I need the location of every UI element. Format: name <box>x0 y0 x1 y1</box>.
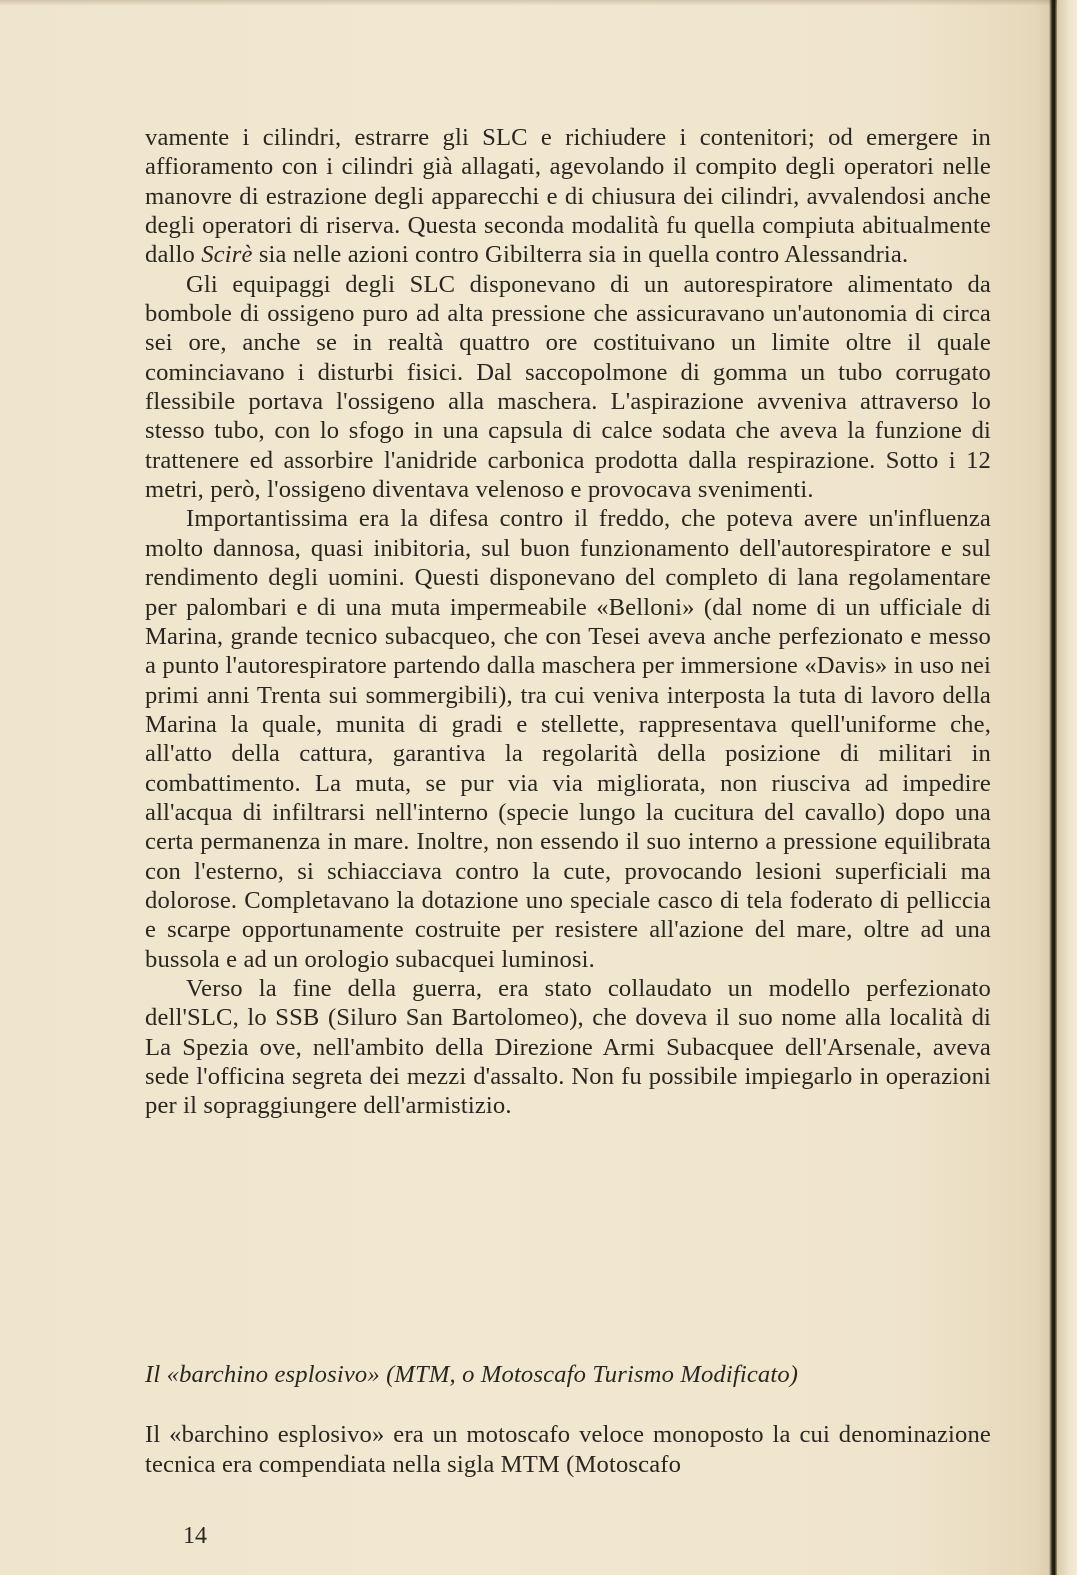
section-heading: Il «barchino esplosivo» (MTM, o Motoscafo Turismo Modificato) <box>145 1361 799 1388</box>
section-paragraph: Il «barchino esplosivo» era un motoscafo veloce monoposto la cui denominazione tecnica era compendiata nella sigla MTM (Motoscafo <box>145 1421 991 1478</box>
paragraph-1-italic-name: Scirè <box>201 241 253 269</box>
paragraph-2: Gli equipaggi degli SLC disponevano di un autorespiratore alimentato da bombole di ossigeno puro ad alta pressione che assicuravano un'autonomia di circa sei ore, anche se in realtà quattro ore costituivano un limite oltre il quale cominciavano i disturbi fisici. Dal saccopolmone di gomma un tubo corrugato flessibile portava l'ossigeno alla maschera. L'aspirazione avveniva attraverso lo stesso tubo, con lo sfogo in una capsula di calce sodata che aveva la funzione di trattenere ed assorbire l'anidride carbonica prodotta dalla respirazione. Sotto i 12 metri, però, l'ossigeno diventava velenoso e provocava svenimenti. <box>145 270 991 504</box>
body-text <box>145 123 991 1121</box>
book-binding-shadow <box>1049 0 1057 1575</box>
paragraph-3: Importantissima era la difesa contro il freddo, che poteva avere un'influenza molto dannosa, quasi inibitoria, sul buon funzionamento dell'autorespiratore e sul rendimento degli uomini. Questi disponevano del completo di lana regolamentare per palombari e di una muta impermeabile «Belloni» (dal nome di un ufficiale di Marina, grande tecnico subacqueo, che con Tesei aveva anche perfezionato e messo a punto l'autorespiratore partendo dalla maschera per immersione «Davis» in uso nei primi anni Trenta sui sommergibili), tra cui veniva interposta la tuta di lavoro della Marina la quale, munita di gradi e stellette, rappresentava quell'uniforme che, all'atto della cattura, garantiva la regolarità della posizione di militari in combattimento. La muta, se pur via via migliorata, non riusciva ad impedire all'acqua di infiltrarsi nell'interno (specie lungo la cucitura del cavallo) dopo una certa permanenza in mare. Inoltre, non essendo il suo interno a pressione equilibrata con l'esterno, si schiacciava contro la cute, provocando lesioni superficiali ma dolorose. Completavano la dotazione uno speciale casco di tela foderato di pelliccia e scarpe opportunamente costruite per resistere all'azione del mare, oltre ad una bussola e ad un orologio subacquei luminosi. <box>145 505 991 973</box>
page-top-shadow <box>0 0 1077 6</box>
paragraph-1-text: vamente i cilindri, estrarre gli SLC e richiudere i contenitori; od emergere in affioramento con i cilindri già allagati, agevolando il compito degli operatori nelle manovre di estrazione degli apparecchi e di chiusura dei cilindri, avvalendosi anche degli operatori di riserva. Questa seconda modalità fu quella compiuta abitualmente dallo <box>145 124 991 269</box>
page-number: 14 <box>183 1523 207 1549</box>
section-body <box>145 1420 991 1479</box>
paragraph-4: Verso la fine della guerra, era stato collaudato un modello perfezionato dell'SLC, lo SSB (Siluro San Bartolomeo), che doveva il suo nome alla località di La Spezia ove, nell'ambito della Direzione Armi Subacquee dell'Arsenale, aveva sede l'officina segreta dei mezzi d'assalto. Non fu possibile impiegarlo in operazioni per il sopraggiungere dell'armistizio. <box>145 974 991 1120</box>
page-edge <box>1057 0 1077 1575</box>
paragraph-1-tail: sia nelle azioni contro Gibilterra sia in quella contro Alessandria. <box>252 241 909 269</box>
paragraph-1 <box>145 123 991 270</box>
